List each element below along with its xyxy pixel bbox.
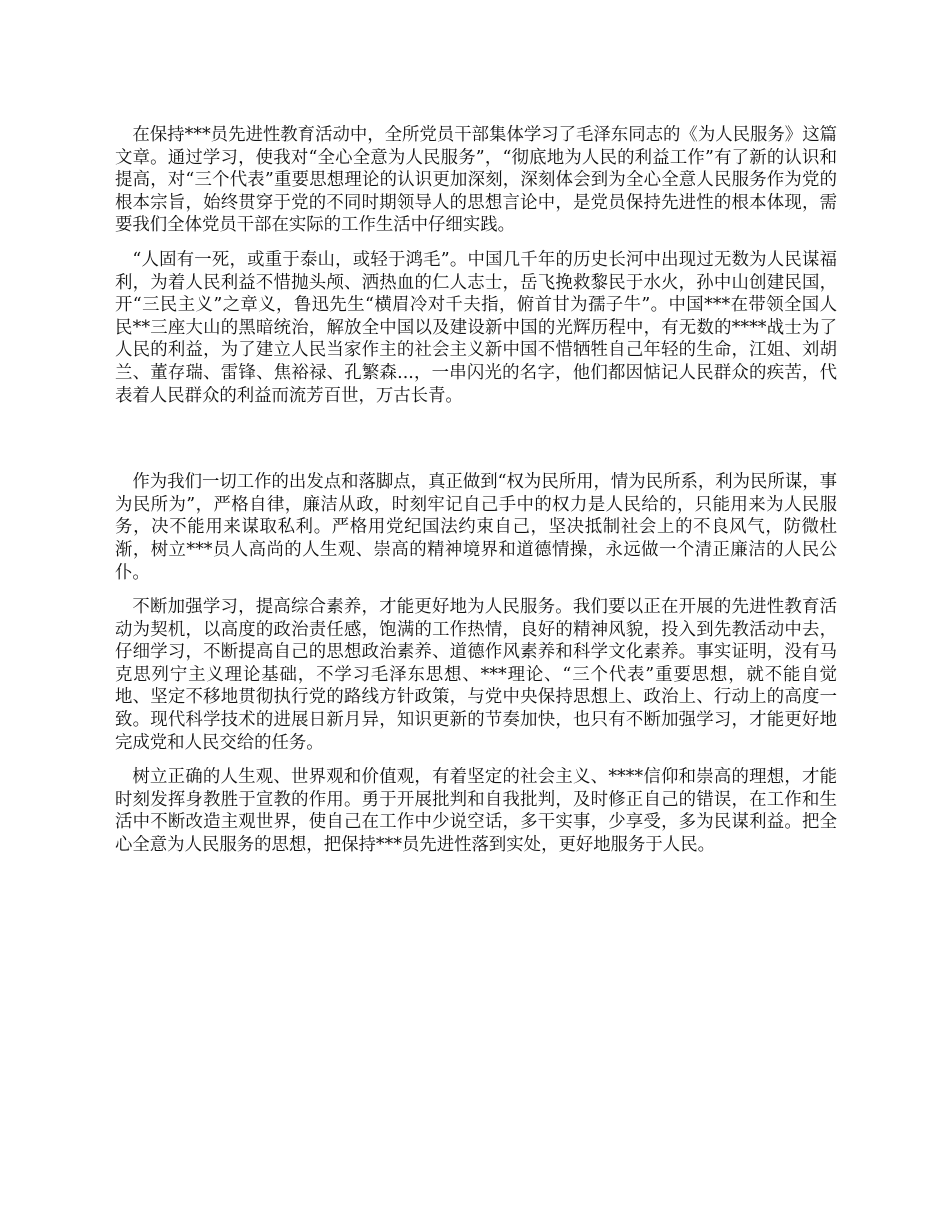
paragraph-2: “人固有一死，或重于泰山，或轻于鸿毛”。中国几千年的历史长河中出现过无数为人民谋福利，为着人民利益不惜抛头颅、洒热血的仁人志士，岳飞挽救黎民于水火，孙中山创建民国，开“三民主义”之章义，鲁迅先生“横眉冷对千夫指，俯首甘为孺子牛”。中国***在带领全国人民**三座大山的黑暗统治，解放全中国以及建设新中国的光辉历程中，有无数的****战士为了人民的利益，为了建立人民当家作主的社会主义新中国不惜牺牲自己年轻的生命，江姐、刘胡兰、董存瑞、雷锋、焦裕禄、孔繁森...，一串闪光的名字，他们都因惦记人民群众的疾苦，代表着人民群众的利益而流芳百世，万古长青。: [115, 249, 837, 406]
paragraph-3: 作为我们一切工作的出发点和落脚点，真正做到“权为民所用，情为民所系，利为民所谋，事为民所为”，严格自律，廉洁从政，时刻牢记自己手中的权力是人民给的，只能用来为人民服务，决不能用来谋取私利。严格用党纪国法约束自己，坚决抵制社会上的不良风气，防微杜渐，树立***员人高尚的人生观、崇高的精神境界和道德情操，永远做一个清正廉洁的人民公仆。: [115, 472, 837, 583]
paragraph-5: 树立正确的人生观、世界观和价值观，有着坚定的社会主义、****信仰和崇高的理想，才能时刻发挥身教胜于宣教的作用。勇于开展批判和自我批判，及时修正自己的错误，在工作和生活中不断改造主观世界，使自己在工作中少说空话，多干实事，少享受，多为民谋利益。把全心全意为人民服务的思想，把保持***员先进性落到实处，更好地服务于人民。: [115, 767, 837, 856]
paragraph-4: 不断加强学习，提高综合素养，才能更好地为人民服务。我们要以正在开展的先进性教育活动为契机，以高度的政治责任感，饱满的工作热情，良好的精神风貌，投入到先教活动中去，仔细学习，不断提高自己的思想政治素养、道德作风素养和科学文化素养。事实证明，没有马克思列宁主义理论基础，不学习毛泽东思想、***理论、“三个代表”重要思想，就不能自觉地、坚定不移地贯彻执行党的路线方针政策，与党中央保持思想上、政治上、行动上的高度一致。现代科学技术的进展日新月异，知识更新的节奏加快，也只有不断加强学习，才能更好地完成党和人民交给的任务。: [115, 597, 837, 753]
paragraph-1: 在保持***员先进性教育活动中，全所党员干部集体学习了毛泽东同志的《为人民服务》这篇文章。通过学习，使我对“全心全意为人民服务”，“彻底地为人民的利益工作”有了新的认识和提高，对“三个代表”重要思想理论的认识更加深刻，深刻体会到为全心全意人民服务作为党的根本宗旨，始终贯穿于党的不同时期领导人的思想言论中，是党员保持先进性的根本体现，需要我们全体党员干部在实际的工作生活中仔细实践。: [115, 125, 837, 236]
document-body: [115, 124, 837, 857]
